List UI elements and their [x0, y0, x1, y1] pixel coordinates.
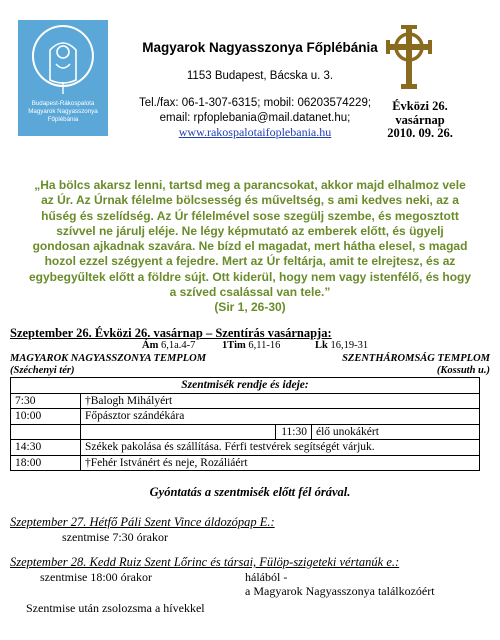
email-line: email: rpfoplebania@mail.datanet.hu;	[159, 111, 351, 124]
quote-text: „Ha bölcs akarsz lenni, tartsd meg a parancsokat, akkor majd elhalmoz vele az Úr. Az Úrnak félelme bölcsesség és műveltség, s ami kedves neki, az a hűség és szelídség. Az Úr félelmével sose szegülj szembe, és megosztott szívvel ne járulj eléje. Ne légy képmutató az emberek előtt, és ügyelj gondosan ajkadnak szavára. Ne bízd el magadat, mert hátha elesel, s magad hozol ezzel szégyent a fejedre. Mert az Úr feltárja, amit te elrejtesz, és az egybegyűltek előtt a földre sújt. Ott kiderül, hogy nem vagy istenfélő, és hogy a szíved csalással van tele.”	[28, 178, 472, 300]
logo-line: Főplébánia	[47, 116, 79, 123]
date-line: Évközi 26.	[392, 99, 448, 113]
parish-title: Magyarok Nagyasszonya Főplébánia	[142, 40, 378, 55]
mass-intention: Székek pakolása és szállítása. Férfi testvérek segítségét várjuk.	[81, 440, 480, 456]
place-left: (Széchenyi tér)	[10, 365, 75, 376]
sunday-heading: Szeptember 26. Évközi 26. vasárnap – Szentírás vasárnapja:	[10, 326, 332, 340]
table-header: Szentmisék rendje és ideje:	[11, 378, 480, 394]
phone-line: Tel./fax: 06-1-307-6315; mobil: 06203574229;	[138, 97, 372, 109]
event-note: hálából -	[245, 570, 288, 584]
church-names	[10, 353, 490, 364]
mass-intention: †Balogh Mihályért	[81, 393, 480, 409]
quote-reference: (Sir 1, 26-30)	[214, 300, 286, 315]
event-title: Szeptember 27. Hétfő Páli Szent Vince áldozópap E.:	[10, 515, 275, 529]
table-row	[11, 393, 480, 409]
event-line: szentmise 7:30 órakor	[62, 530, 168, 544]
mass-time-right: 11:30	[276, 424, 312, 440]
place-right: (Kossuth u.)	[436, 365, 490, 376]
mass-intention-right: élő unokákért	[312, 424, 480, 440]
scripture-quote	[28, 178, 472, 316]
church-left: MAGYAROK NAGYASSZONYA TEMPLOM	[10, 353, 207, 364]
table-row	[11, 455, 480, 471]
contact-block	[110, 96, 400, 141]
liturgical-date	[368, 100, 472, 141]
mass-intention	[81, 424, 276, 440]
mass-time: 10:00	[11, 409, 81, 425]
cross-icon	[383, 25, 435, 89]
mass-time: 7:30	[11, 393, 81, 409]
reading-book: Ám	[142, 340, 159, 351]
mass-time: 14:30	[11, 440, 81, 456]
table-row	[11, 424, 480, 440]
mass-time	[11, 424, 81, 440]
confession-note: Gyóntatás a szentmisék előtt fél órával.	[149, 485, 351, 499]
table-row	[11, 409, 480, 425]
event-line: szentmise 18:00 órakor	[40, 570, 152, 584]
parish-address: 1153 Budapest, Bácska u. 3.	[186, 70, 334, 82]
date-line: vasárnap	[395, 112, 445, 127]
table-row	[11, 440, 480, 456]
church-right: SZENTHÁROMSÁG TEMPLOM	[342, 353, 490, 364]
reading-ref: 6,11-16	[248, 340, 281, 351]
date-line: 2010. 09. 26.	[387, 126, 453, 140]
reading-book: 1Tim	[222, 340, 246, 351]
event-title: Szeptember 28. Kedd Ruiz Szent Lőrinc és társai, Fülöp-szigeteki vértanúk e.:	[10, 555, 400, 569]
logo-line: Budapest-Rákospalota	[31, 100, 95, 107]
reading-ref: 6,1a.4-7	[160, 340, 196, 351]
mass-time: 18:00	[11, 455, 81, 471]
table-header-row	[11, 378, 480, 394]
mass-schedule-table	[10, 377, 480, 471]
website-link[interactable]: www.rakospalotaifoplebania.hu	[178, 125, 332, 139]
parish-logo	[18, 20, 108, 136]
church-places	[10, 365, 490, 376]
logo-line: Magyarok Nagyasszonya	[28, 108, 98, 115]
reading-ref: 16,19-31	[330, 340, 369, 351]
event-line: Szentmise után zsolozsma a hívekkel	[26, 601, 205, 615]
reading-book: Lk	[315, 340, 328, 351]
mass-intention: Főpásztor szándékára	[81, 409, 480, 425]
mass-intention: †Fehér Istvánért és neje, Rozáliáért	[81, 455, 480, 471]
event-note: a Magyarok Nagyasszonya találkozóért	[245, 584, 435, 598]
